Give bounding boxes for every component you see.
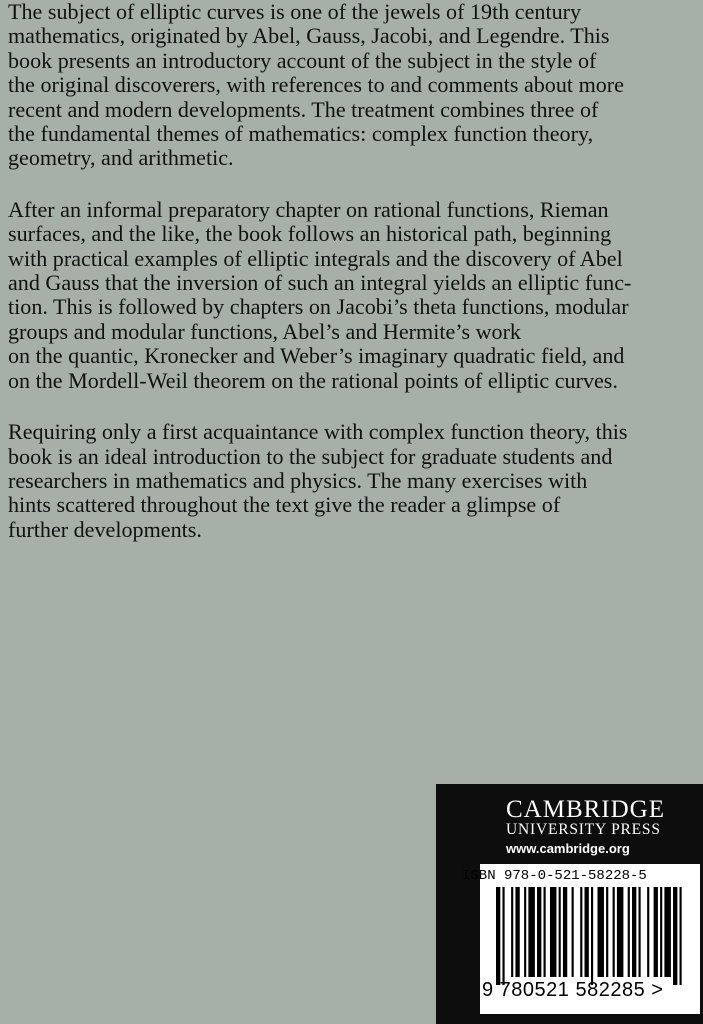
blurb-line: with practical examples of elliptic integrals and the discovery of Abel — [8, 245, 623, 271]
blurb-line: and Gauss that the inversion of such an integral yields an elliptic func- — [8, 270, 632, 296]
publisher-subtitle: UNIVERSITY PRESS — [506, 821, 661, 838]
barcode-bar — [585, 887, 589, 977]
blurb-line: The subject of elliptic curves is one of the jewels of 19th century — [8, 0, 582, 24]
blurb-line: on the quantic, Kronecker and Weber’s imaginary quadratic field, and — [8, 343, 625, 369]
barcode-bar — [572, 887, 574, 977]
barcode-bar — [528, 887, 534, 977]
barcode-bar — [606, 887, 608, 977]
barcode-bar — [502, 887, 504, 985]
barcode-bar — [680, 887, 682, 985]
blurb-line: After an informal preparatory chapter on rational functions, Rieman — [8, 196, 609, 222]
blurb-line: researchers in mathematics and physics. The many exercises with — [8, 467, 588, 493]
blurb-line: the original discoverers, with references to and comments about more — [8, 72, 624, 98]
blurb-line: Requiring only a first acquaintance with complex function theory, this — [8, 419, 628, 445]
barcode-bar — [639, 887, 641, 977]
barcode-bar — [673, 887, 677, 985]
barcode-bar — [550, 887, 556, 977]
barcode-bar — [515, 887, 519, 977]
publisher-box — [436, 784, 703, 1024]
blurb-line: on the Mordell-Weil theorem on the rational points of elliptic curves. — [8, 367, 618, 393]
barcode-bar — [591, 887, 593, 985]
barcode-bar — [628, 887, 630, 977]
blurb-line: recent and modern developments. The treatment combines three of — [8, 96, 599, 122]
publisher-url: www.cambridge.org — [506, 841, 630, 856]
barcode-bar — [654, 887, 658, 977]
barcode-bar — [559, 887, 561, 977]
barcode-bar — [524, 887, 526, 977]
barcode-bar — [660, 887, 662, 977]
blurb-paragraph-1 — [8, 0, 703, 171]
blurb-paragraph-2 — [8, 198, 703, 393]
barcode-bar — [664, 887, 670, 977]
blurb-line: book is an ideal introduction to the subject for graduate students and — [8, 443, 613, 469]
barcode-bar — [537, 887, 541, 977]
barcode-bar — [613, 887, 615, 977]
barcode-bar — [597, 887, 603, 977]
blurb-line: groups and modular functions, Abel’s and Hermite’s work — [8, 318, 521, 344]
blurb-line: book presents an introductory account of the subject in the style of — [8, 47, 597, 73]
blurb-line: hints scattered throughout the text give the reader a glimpse of — [8, 492, 561, 518]
barcode-digits: 9 780521 582285 > — [482, 979, 664, 1001]
barcode-bar — [496, 887, 500, 985]
blurb-line: geometry, and arithmetic. — [8, 145, 234, 171]
blurb-text — [8, 0, 703, 569]
barcode-bar — [511, 887, 513, 977]
barcode-bar — [563, 887, 567, 977]
barcode-bars — [496, 887, 686, 985]
blurb-paragraph-3 — [8, 420, 703, 542]
blurb-line: surfaces, and the like, the book follows an historical path, beginning — [8, 221, 612, 247]
blurb-line: mathematics, originated by Abel, Gauss, Jacobi, and Legendre. This — [8, 23, 610, 49]
barcode-bar — [544, 887, 546, 977]
barcode-bar — [632, 887, 636, 977]
barcode-bar — [647, 887, 649, 977]
isbn-text: ISBN 978-0-521-58228-5 — [462, 868, 647, 884]
blurb-line: tion. This is followed by chapters on Jacobi’s theta functions, modular — [8, 294, 629, 320]
publisher-name: CAMBRIDGE — [506, 796, 666, 823]
blurb-line: further developments. — [8, 516, 202, 542]
barcode-bar — [617, 887, 623, 977]
blurb-line: the fundamental themes of mathematics: complex function theory, — [8, 121, 594, 147]
barcode-bar — [580, 887, 582, 977]
